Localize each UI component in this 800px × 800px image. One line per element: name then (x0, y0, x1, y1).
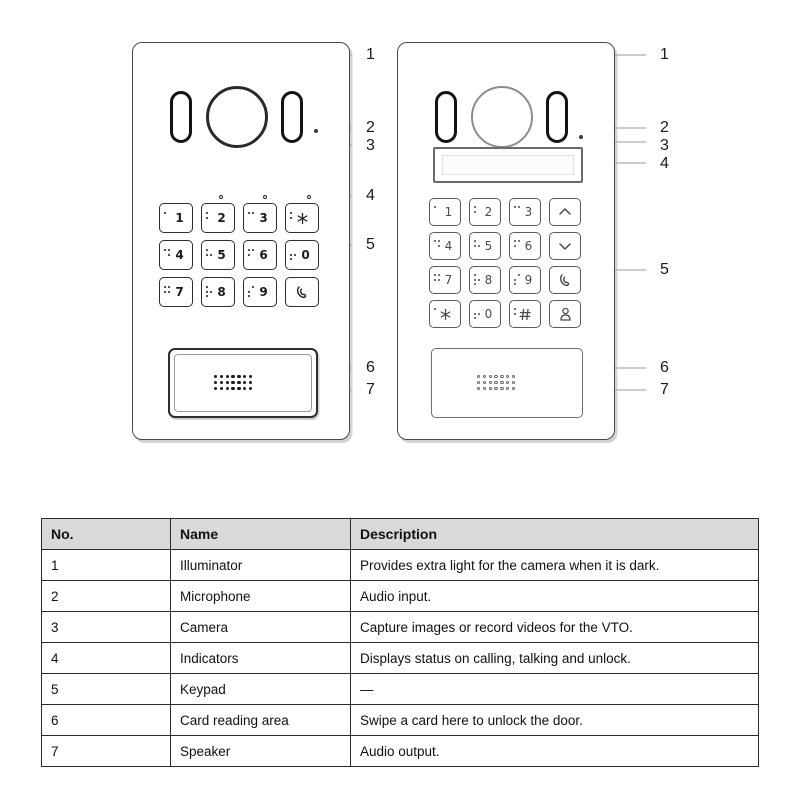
talk-indicator-led (263, 195, 267, 199)
camera-lens-2 (471, 86, 533, 148)
key-label: 5 (217, 248, 226, 262)
key-label: 0 (301, 248, 310, 262)
header-name: Name (171, 519, 351, 550)
braille-dots (474, 308, 481, 320)
call-indicator-led (219, 195, 223, 199)
key-0[interactable] (469, 300, 501, 328)
callout-left-1: 1 (366, 46, 375, 63)
cell-no: 1 (42, 550, 171, 581)
header-description: Description (351, 519, 759, 550)
keypad-right[interactable] (429, 198, 581, 328)
key-asterisk-key[interactable] (285, 203, 319, 233)
key-4[interactable] (159, 240, 193, 270)
cell-description: Swipe a card here to unlock the door. (351, 705, 759, 736)
braille-dots (248, 286, 255, 298)
table-row (42, 550, 759, 581)
key-label: 5 (484, 239, 493, 253)
cell-name: Card reading area (171, 705, 351, 736)
braille-dots (434, 274, 441, 286)
callout-right-1: 1 (660, 46, 669, 63)
key-7[interactable] (429, 266, 461, 294)
braille-dots (206, 286, 213, 298)
table-row (42, 674, 759, 705)
key-label: 8 (217, 285, 226, 299)
braille-dots (474, 240, 481, 252)
device-right (397, 42, 615, 440)
illuminator-right-2 (546, 91, 568, 143)
cell-name: Speaker (171, 736, 351, 767)
table-row (42, 736, 759, 767)
cell-no: 3 (42, 612, 171, 643)
cell-name: Keypad (171, 674, 351, 705)
card-reading-area-left[interactable] (168, 348, 318, 418)
up-arrow-key (558, 206, 572, 218)
key-label: 2 (217, 211, 226, 225)
key-5[interactable] (201, 240, 235, 270)
key-phone-key[interactable] (285, 277, 319, 307)
braille-dots (474, 274, 481, 286)
cell-description: Audio output. (351, 736, 759, 767)
cell-name: Microphone (171, 581, 351, 612)
key-up-arrow-key[interactable] (549, 198, 581, 226)
speaker-grid-left (214, 375, 252, 390)
display-inner-screen (442, 155, 574, 175)
card-reading-area-right[interactable] (431, 348, 583, 418)
key-label: 3 (259, 211, 268, 225)
key-label: 2 (484, 205, 493, 219)
callout-left-3: 3 (366, 137, 375, 154)
braille-dots (290, 249, 297, 261)
callout-right-5: 5 (660, 261, 669, 278)
braille-dots (514, 206, 521, 218)
illuminator-right (281, 91, 303, 143)
key-person-key[interactable] (549, 300, 581, 328)
braille-dots (434, 240, 441, 252)
key-2[interactable] (201, 203, 235, 233)
key-label: 4 (175, 248, 184, 262)
key-label: 1 (175, 211, 184, 225)
braille-dots (164, 249, 171, 261)
key-8[interactable] (201, 277, 235, 307)
callout-right-6: 6 (660, 359, 669, 376)
key-label: 3 (524, 205, 533, 219)
key-label: 4 (444, 239, 453, 253)
key-3[interactable] (509, 198, 541, 226)
callout-right-4: 4 (660, 155, 669, 172)
callout-left-2: 2 (366, 119, 375, 136)
callout-left-4: 4 (366, 187, 375, 204)
cell-description: Displays status on calling, talking and unlock. (351, 643, 759, 674)
microphone-pinhole (314, 129, 318, 133)
illuminator-left-2 (435, 91, 457, 143)
table-row (42, 705, 759, 736)
cell-name: Illuminator (171, 550, 351, 581)
cell-description: Audio input. (351, 581, 759, 612)
key-label: 9 (259, 285, 268, 299)
table-header-row (42, 519, 759, 550)
key-asterisk-key[interactable] (429, 300, 461, 328)
cell-no: 2 (42, 581, 171, 612)
key-2[interactable] (469, 198, 501, 226)
key-label: 7 (444, 273, 453, 287)
key-6[interactable] (243, 240, 277, 270)
key-3[interactable] (243, 203, 277, 233)
braille-dots (206, 212, 213, 224)
braille-dots (434, 308, 441, 320)
table-row (42, 581, 759, 612)
key-label: 0 (484, 307, 493, 321)
key-1[interactable] (159, 203, 193, 233)
key-label: 8 (484, 273, 493, 287)
key-6[interactable] (509, 232, 541, 260)
braille-dots (514, 240, 521, 252)
cell-name: Indicators (171, 643, 351, 674)
braille-dots (206, 249, 213, 261)
component-description-table (41, 518, 759, 767)
key-label: 6 (524, 239, 533, 253)
key-label: 7 (175, 285, 184, 299)
braille-dots (248, 212, 255, 224)
braille-dots (474, 206, 481, 218)
keypad-left[interactable] (159, 203, 319, 307)
key-down-arrow-key[interactable] (549, 232, 581, 260)
cell-no: 6 (42, 705, 171, 736)
key-label: 9 (524, 273, 533, 287)
key-7[interactable] (159, 277, 193, 307)
down-arrow-key (558, 240, 572, 252)
callout-left-7: 7 (366, 381, 375, 398)
callout-left-6: 6 (366, 359, 375, 376)
microphone-pinhole-2 (579, 135, 583, 139)
callout-right-2: 2 (660, 119, 669, 136)
braille-dots (290, 212, 297, 224)
key-phone-key[interactable] (549, 266, 581, 294)
person-key (559, 307, 572, 322)
key-9[interactable] (243, 277, 277, 307)
cell-no: 5 (42, 674, 171, 705)
illuminator-left (170, 91, 192, 143)
key-hash-key[interactable] (509, 300, 541, 328)
key-0[interactable] (285, 240, 319, 270)
table-row (42, 643, 759, 674)
callout-right-7: 7 (660, 381, 669, 398)
asterisk-key (296, 212, 309, 225)
cell-name: Camera (171, 612, 351, 643)
callout-right-3: 3 (660, 137, 669, 154)
header-no: No. (42, 519, 171, 550)
camera-lens (206, 86, 268, 148)
cell-no: 4 (42, 643, 171, 674)
speaker-grid-right (477, 375, 515, 390)
cell-no: 7 (42, 736, 171, 767)
display-screen (433, 147, 583, 183)
unlock-indicator-led (307, 195, 311, 199)
key-1[interactable] (429, 198, 461, 226)
key-9[interactable] (509, 266, 541, 294)
table-row (42, 612, 759, 643)
key-8[interactable] (469, 266, 501, 294)
phone-key (295, 285, 309, 300)
braille-dots (514, 274, 521, 286)
braille-dots (514, 308, 521, 320)
cell-description: — (351, 674, 759, 705)
callout-left-5: 5 (366, 236, 375, 253)
phone-key (558, 273, 572, 288)
cell-description: Provides extra light for the camera when it is dark. (351, 550, 759, 581)
braille-dots (248, 249, 255, 261)
braille-dots (164, 286, 171, 298)
key-label: 1 (444, 205, 453, 219)
braille-dots (434, 206, 441, 218)
cell-description: Capture images or record videos for the VTO. (351, 612, 759, 643)
key-label: 6 (259, 248, 268, 262)
device-left (132, 42, 350, 440)
braille-dots (164, 212, 171, 224)
key-5[interactable] (469, 232, 501, 260)
key-4[interactable] (429, 232, 461, 260)
